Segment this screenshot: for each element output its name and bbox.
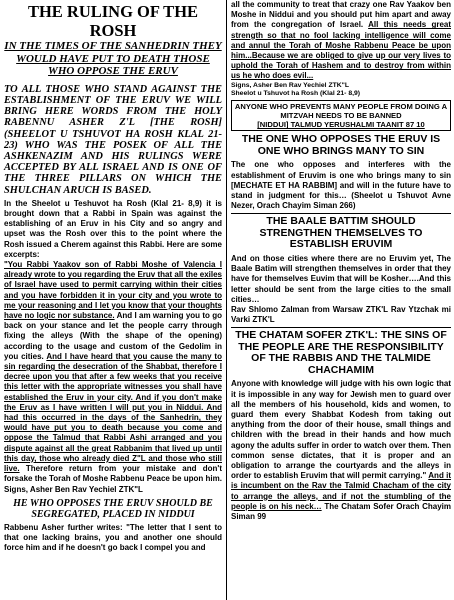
continued-paragraph: all the community to treat that crazy one Rav Yaakov ben Moshe in Niddui and you should put him apart and away from the congregation of Israel. All this needs great strength so that no fool lacking intelligence will come and annul the Torah of Moshe Rabbenu Peace be upon him...Because we are obliged to give up our very lives to uphold the Torah of Hashem and to destroy from within us he who does evil... (231, 0, 451, 81)
yerushalmi-box-heading: ANYONE WHO PREVENTS MANY PEOPLE FROM DOING A MITZVAH NEEDS TO BE BANNED [NIDDUI] TALMUD YERUSHALMI TAANIT 87 10 (231, 100, 451, 131)
rosh-context-paragraph: In the Sheelot u Teshuvot ha Rosh (Klal 21- 8,9) it is brought down that a Rabbi in Spain was against the establishing of an Eruv in his City and so angry and upset was the Rosh over this to the point where the Rosh issued a Cherem against this Rabbi. Here are some excerpts: (4, 198, 222, 259)
avne-nezer-paragraph: The one who opposes and interferes with the establishment of Eruvim is one who brings many to sin [MECHATE ET HA RABBIM] and will in the future have to stand in judgment for this… (Sheelot u Tshuvot Avne Nezer, Orach Chayim Siman 266) (231, 160, 451, 211)
source-citation-rosh: Sheelot u Tshuvot ha Rosh (Klal 21- 8,9) (231, 90, 361, 98)
quote-ending: Therefore return from your mistake and don't forsake the Torah of Moshe Rabbenu Peace be upon him. Signs, Asher Ben Rav Yechiel ZTK"L (4, 464, 222, 494)
chatam-sofer-paragraph: Anyone with knowledge will judge with his own logic that it is impossible in any way for Jewish men to guard over all the members of his household, kids and women, to guard them every Shabbat Kodesh from taking out anything from the door of their house, small things and children with the bread in their hands and how much agony the adults suffer in order to watch over them. Then common sense dictates, that it is proper and an obligation to arrange the courtyards and the alleys in order to establish Eruvim that will permit carrying." And it is incumbent on the Rav the Talmid Chacham of the city to arrange the alleys, and if not the stumbling of the people is on his neck… The Chatam Sofer Orach Chayim Siman 99 (231, 379, 451, 522)
quote-underlined-part-2: And I have heard that you cause the many to sin regarding the desecration of the Shabbat, therefore I decree upon you that after a few weeks that you receive this letter with the appropriate witnesses you shall have established the Eruv in your city. And if you don't make the Eruv as I have written I will put you in Niddui. And had this occurred in the days of the Sanhedrin, they would have put you to death because you come and oppose the Talmud that Rabbi Ashi arranged and you dispute against all the great Rabbanim that lived up until this day, those who already died Z"L and those who still live. (4, 351, 222, 474)
niddui-paragraph: Rabbenu Asher further writes: "The letter that I sent to that one lacking brains, you and another one should force him and if he doesn't go back I compel you and (4, 522, 222, 553)
chatam-sofer-underlined: And it is incumbent on the Rav the Talmid Chacham of the city to arrange the alleys, and if not the stumbling of the people is on his neck… (231, 471, 451, 511)
continued-underlined: All this needs great strength so that no fool lacking intelligence will come and annul the Torah of Moshe Rabbenu Peace be upon him...Because we are obliged to give up our very lives to uphold the Torah of Hashem and to destroy from within us he who does evil... (231, 20, 451, 81)
section-heading-baale-battim: THE BAALE BATTIM SHOULD STRENGTHEN THEMSELVES TO ESTABLISH ERUVIM (259, 215, 423, 251)
niddui-heading: HE WHO OPPOSES THE ERUV SHOULD BE SEGREGATED, PLACED IN NIDDUI (13, 497, 213, 521)
warsaw-signature: Rav Shlomo Zalman from Warsaw ZTK'L Rav Ytzchak mi Varki ZTK'L (231, 304, 451, 325)
baale-battim-paragraph: And on those cities where there are no Eruvim yet, The Baale Batim will strengthen themselves in order that they have for themselves Euvim that will be Kosher….And this letter should be sent from the large cities to the small cities… (231, 253, 451, 304)
signature-rosh: Signs, Asher Ben Rav Yechiel ZTK"L (231, 81, 350, 89)
rosh-letter-quote (4, 260, 222, 495)
quote-plain-part: And I am warning you to go back on your stance and let the people carry through fixing the alleys (With the shape of the opening) according to the usage and custom of the Gedolim in you cities. (4, 311, 223, 361)
section-heading-chatam-sofer: THE CHATAM SOFER ZTK'L: THE SINS OF THE PEOPLE ARE THE RESPONSIBILITY OF THE RABBIS AND THE TALMIDE CHACHAMIM (235, 329, 447, 376)
page-title: THE RULING OF THE ROSH (27, 2, 199, 40)
section-heading-brings-many-to-sin: THE ONE WHO OPPOSES THE ERUV IS ONE WHO BRINGS MANY TO SIN (241, 133, 441, 157)
page-subtitle: IN THE TIMES OF THE SANHEDRIN THEY WOULD HAVE PUT TO DEATH THOSE WHO OPPOSE THE ERUV (4, 40, 222, 78)
right-column (227, 0, 454, 600)
quote-underlined-part: "You Rabbi Yaakov son of Rabbi Moshe of Valencia I already wrote to you regarding the Eruv that all the exiles of Israel have used to permit carrying within their cities and you have forbidden it in your city and you wrote to me your reasoning and I let you know that your thoughts have no logic nor substance. (4, 260, 222, 321)
chatam-sofer-citation: The Chatam Sofer Orach Chayim Siman 99 (231, 501, 451, 522)
section-divider-2 (231, 327, 451, 328)
intro-paragraph: TO ALL THOSE WHO STAND AGAINST THE ESTABLISHMENT OF THE ERUV WE WILL BRING HERE WORDS FROM THE HOLY RABENNU ASHER Z'L [THE ROSH] (SHEELOT U TSHUVOT HA ROSH KLAL 21-23) WHO WAS THE POSEK OF ALL THE ASHKENAZIM AND HIS RULINGS WERE ACCEPTED BY ALL ISRAEL AND IS ONE OF THE THREE PILLARS ON WHICH THE SHULCHAN ARUCH IS BASED. (4, 83, 222, 196)
section-divider (231, 213, 451, 214)
